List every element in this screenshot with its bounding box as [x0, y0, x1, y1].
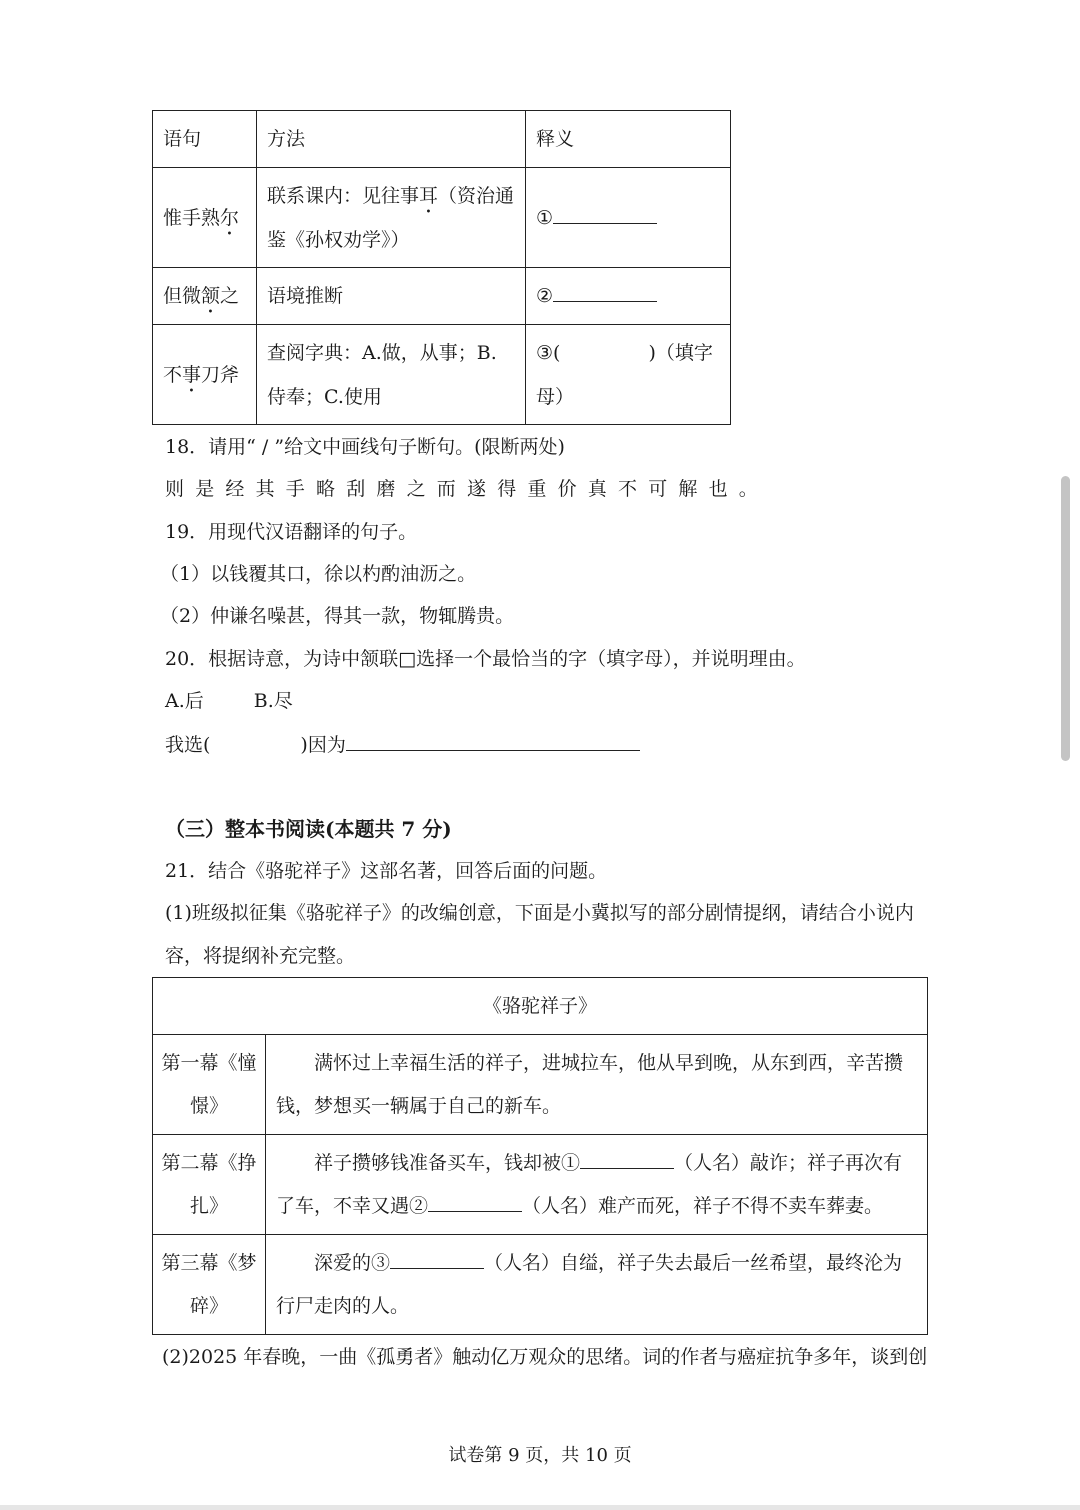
question-18-prompt: 18．请用“ / ”给文中画线句子断句。(限断两处) [165, 436, 565, 458]
sentence-cell: 不事刀斧 [153, 325, 257, 425]
question-20-options [165, 689, 293, 713]
page-bottom-edge [0, 1505, 1080, 1510]
name-blank-2[interactable] [428, 1193, 522, 1212]
method-cell: 查阅字典：A.做，从事；B.侍奉；C.使用 [257, 325, 526, 425]
table-row [153, 1135, 928, 1235]
emphasized-char: 尔 [220, 206, 240, 229]
header-sentence: 语句 [153, 111, 257, 168]
act-1-name: 第一幕《憧憬》 [153, 1035, 266, 1135]
question-19-item-2: （2）仲谦名噪甚，得其一款，物辄腾贵。 [160, 605, 515, 627]
question-21-prompt: 21．结合《骆驼祥子》这部名著，回答后面的问题。 [165, 860, 608, 882]
act-2-desc: 祥子攒够钱准备买车，钱却被① （人名）敲诈；祥子再次有了车，不幸又遇② （人名）难产而死，祥子不得不卖车葬妻。 [266, 1135, 928, 1235]
option-b: B.尽 [253, 690, 293, 712]
question-18-sentence: 则是经其手略刮磨之而遂得重价真不可解也。 [165, 478, 770, 500]
question-21-sub1-line1: (1)班级拟征集《骆驼祥子》的改编创意，下面是小冀拟写的部分剧情提纲，请结合小说内 [165, 902, 914, 924]
act-2-name: 第二幕《挣扎》 [153, 1135, 266, 1235]
question-20-answer-line: 我选( )因为 [165, 732, 640, 757]
question-21-sub1-line2: 容，将提纲补充完整。 [165, 945, 356, 967]
question-19-prompt: 19．用现代汉语翻译的句子。 [165, 521, 418, 543]
emphasized-char: 事 [182, 363, 202, 386]
page-footer: 试卷第 9 页，共 10 页 [448, 1445, 632, 1466]
header-meaning: 释义 [526, 111, 731, 168]
question-20-prompt: 20．根据诗意，为诗中颔联□选择一个最恰当的字（填字母），并说明理由。 [165, 648, 806, 670]
table-row [153, 268, 731, 325]
answer-cell: ② [526, 268, 731, 325]
act-3-name: 第三幕《梦碎》 [153, 1235, 266, 1335]
table-row [153, 168, 731, 268]
vocab-method-table [152, 110, 731, 425]
question-19-item-1: （1）以钱覆其口，徐以杓酌油沥之。 [160, 563, 477, 585]
answer-blank[interactable] [553, 205, 657, 224]
table-row [153, 325, 731, 425]
act-3-desc: 深爱的③ （人名）自缢，祥子失去最后一丝希望，最终沦为行尸走肉的人。 [266, 1235, 928, 1335]
emphasized-char: 颔 [201, 285, 221, 307]
table-title-row [153, 978, 928, 1035]
sentence-cell: 但微颔之 [153, 268, 257, 325]
section-3-heading: （三）整本书阅读(本题共 7 分) [165, 817, 452, 841]
method-cell: 联系课内：见往事耳（资治通鉴《孙权劝学》） [257, 168, 526, 268]
emphasized-char: 耳 [419, 184, 439, 207]
table-row [153, 1235, 928, 1335]
act-1-desc: 满怀过上幸福生活的祥子，进城拉车，他从早到晚，从东到西，辛苦攒钱，梦想买一辆属于自己的新车。 [266, 1035, 928, 1135]
name-blank-1[interactable] [580, 1150, 674, 1169]
sentence-cell: 惟手熟尔 [153, 168, 257, 268]
plot-outline-table [152, 977, 928, 1335]
answer-cell: ③( )（填字母） [526, 325, 731, 425]
option-a: A.后 [165, 690, 204, 712]
scrollbar-thumb[interactable] [1061, 476, 1070, 761]
answer-blank[interactable] [553, 283, 657, 302]
outline-title: 《骆驼祥子》 [153, 978, 928, 1035]
table-row [153, 1035, 928, 1135]
name-blank-3[interactable] [390, 1250, 484, 1269]
reason-blank[interactable] [346, 732, 640, 751]
header-method: 方法 [257, 111, 526, 168]
question-21-sub2: (2)2025 年春晚，一曲《孤勇者》触动亿万观众的思绪。词的作者与癌症抗争多年，谈到创 [162, 1346, 928, 1368]
method-cell: 语境推断 [257, 268, 526, 325]
table-header-row [153, 111, 731, 168]
answer-cell: ① [526, 168, 731, 268]
